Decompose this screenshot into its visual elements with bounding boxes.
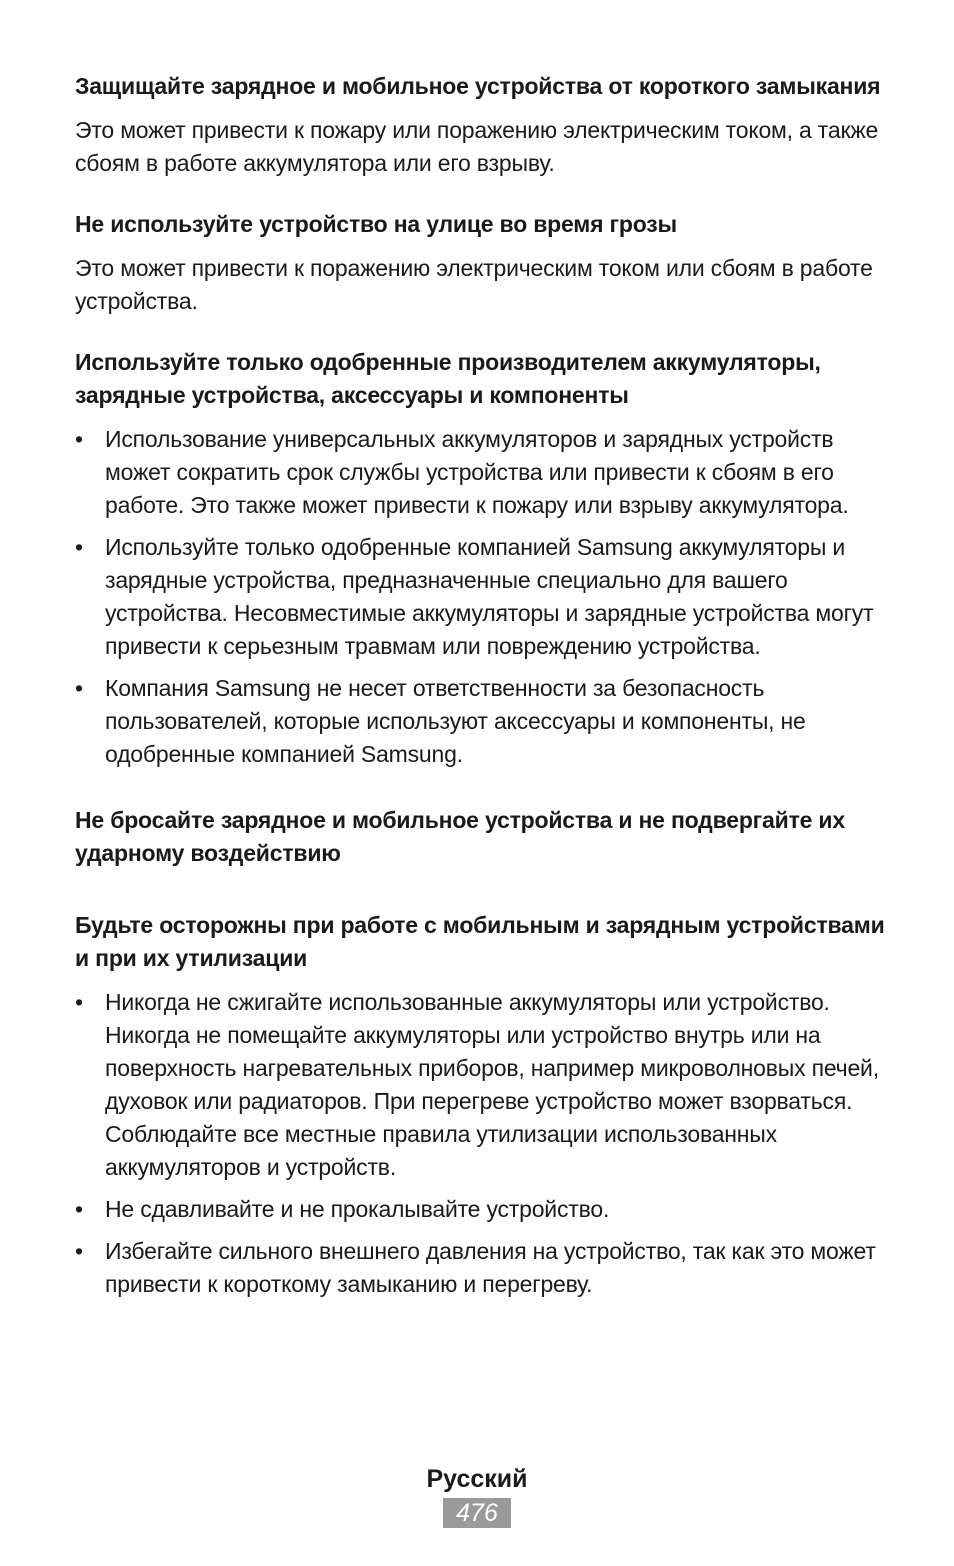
list-item bbox=[75, 531, 885, 663]
section-do-not-drop bbox=[75, 804, 885, 870]
list-item-text: Использование универсальных аккумуляторов и зарядных устройств может сократить срок службы устройства или привести к сбоям в его работе. Это также может привести к пожару или взрыву аккумулятора. bbox=[105, 426, 849, 518]
list-item bbox=[75, 1193, 885, 1226]
bullet-marker: • bbox=[75, 1196, 83, 1222]
page-number: 476 bbox=[443, 1498, 511, 1528]
list-item-text: Не сдавливайте и не прокалывайте устройство. bbox=[105, 1196, 610, 1222]
list-item bbox=[75, 1235, 885, 1301]
section-short-circuit bbox=[75, 70, 885, 180]
list-item bbox=[75, 672, 885, 771]
section-heading: Используйте только одобренные производителем аккумуляторы, зарядные устройства, аксессуары и компоненты bbox=[75, 349, 821, 408]
section-heading: Не используйте устройство на улице во время грозы bbox=[75, 211, 677, 237]
list-item-text: Компания Samsung не несет ответственности за безопасность пользователей, которые используют аксессуары и компоненты, не одобренные компанией Samsung. bbox=[105, 675, 806, 767]
section-handling-disposal bbox=[75, 909, 885, 1301]
bullet-marker: • bbox=[75, 426, 83, 452]
footer-language: Русский bbox=[426, 1465, 528, 1493]
list-item bbox=[75, 986, 885, 1184]
section-thunderstorm bbox=[75, 208, 885, 318]
list-item-text: Используйте только одобренные компанией Samsung аккумуляторы и зарядные устройства, предназначенные специально для вашего устройства. Несовместимые аккумуляторы и зарядные устройства могут привести к серьезным травмам или повреждению устройства. bbox=[105, 534, 874, 659]
bullet-marker: • bbox=[75, 675, 83, 701]
bullet-marker: • bbox=[75, 534, 83, 560]
bullet-marker: • bbox=[75, 1238, 83, 1264]
bullet-list bbox=[75, 986, 885, 1301]
section-approved-accessories bbox=[75, 346, 885, 771]
section-paragraph: Это может привести к поражению электрическим током или сбоям в работе устройства. bbox=[75, 255, 873, 314]
section-heading: Не бросайте зарядное и мобильное устройства и не подвергайте их ударному воздействию bbox=[75, 807, 845, 866]
document-body bbox=[75, 70, 885, 1310]
section-heading: Будьте осторожны при работе с мобильным и зарядным устройствами и при их утилизации bbox=[75, 912, 885, 971]
list-item-text: Избегайте сильного внешнего давления на устройство, так как это может привести к короткому замыканию и перегреву. bbox=[105, 1238, 876, 1297]
section-heading: Защищайте зарядное и мобильное устройства от короткого замыкания bbox=[75, 73, 881, 99]
list-item bbox=[75, 423, 885, 522]
section-paragraph: Это может привести к пожару или поражению электрическим током, а также сбоям в работе аккумулятора или его взрыву. bbox=[75, 117, 879, 176]
page-footer bbox=[0, 1462, 954, 1528]
bullet-marker: • bbox=[75, 989, 83, 1015]
bullet-list bbox=[75, 423, 885, 771]
list-item-text: Никогда не сжигайте использованные аккумуляторы или устройство. Никогда не помещайте аккумуляторы или устройство внутрь или на поверхность нагревательных приборов, например микроволновых печей, духовок или радиаторов. При перегреве устройство может взорваться. Соблюдайте все местные правила утилизации использованных аккумуляторов и устройств. bbox=[105, 989, 879, 1180]
